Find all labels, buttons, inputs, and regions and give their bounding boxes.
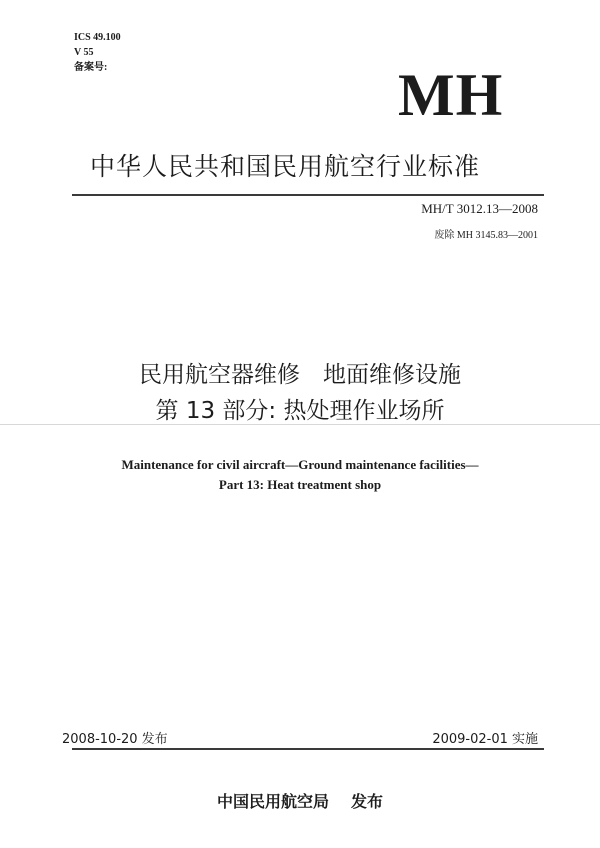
org-title: 中华人民共和国民用航空行业标准: [90, 152, 481, 181]
mh-logo: MH: [398, 62, 504, 128]
footer-rule: [72, 748, 544, 750]
title-cn-line1: 民用航空器维修 地面维修设施: [139, 362, 461, 388]
class-code: V 55: [74, 47, 94, 58]
filing-number: 备案号:: [74, 62, 108, 73]
title-cn-line2: 第 13 部分: 热处理作业场所: [155, 398, 445, 424]
implement-date: 2009-02-01 实施: [432, 732, 538, 747]
issuer: [0, 789, 600, 812]
issue-date: 2008-10-20 发布: [62, 732, 168, 747]
ics-code: ICS 49.100: [74, 32, 121, 43]
document-meta: [74, 30, 121, 75]
standard-number: MH/T 3012.13—2008: [421, 201, 538, 216]
issuer-action: 发布: [351, 792, 384, 811]
scan-artifact-line: [0, 424, 600, 425]
issuer-name: 中国民用航空局: [216, 792, 329, 811]
replaces-standard: 废除 MH 3145.83—2001: [434, 230, 538, 241]
title-en-line1: Maintenance for civil aircraft—Ground maintenance facilities—: [121, 457, 479, 472]
header-rule: [72, 194, 544, 196]
title-en-line2: Part 13: Heat treatment shop: [218, 477, 382, 492]
